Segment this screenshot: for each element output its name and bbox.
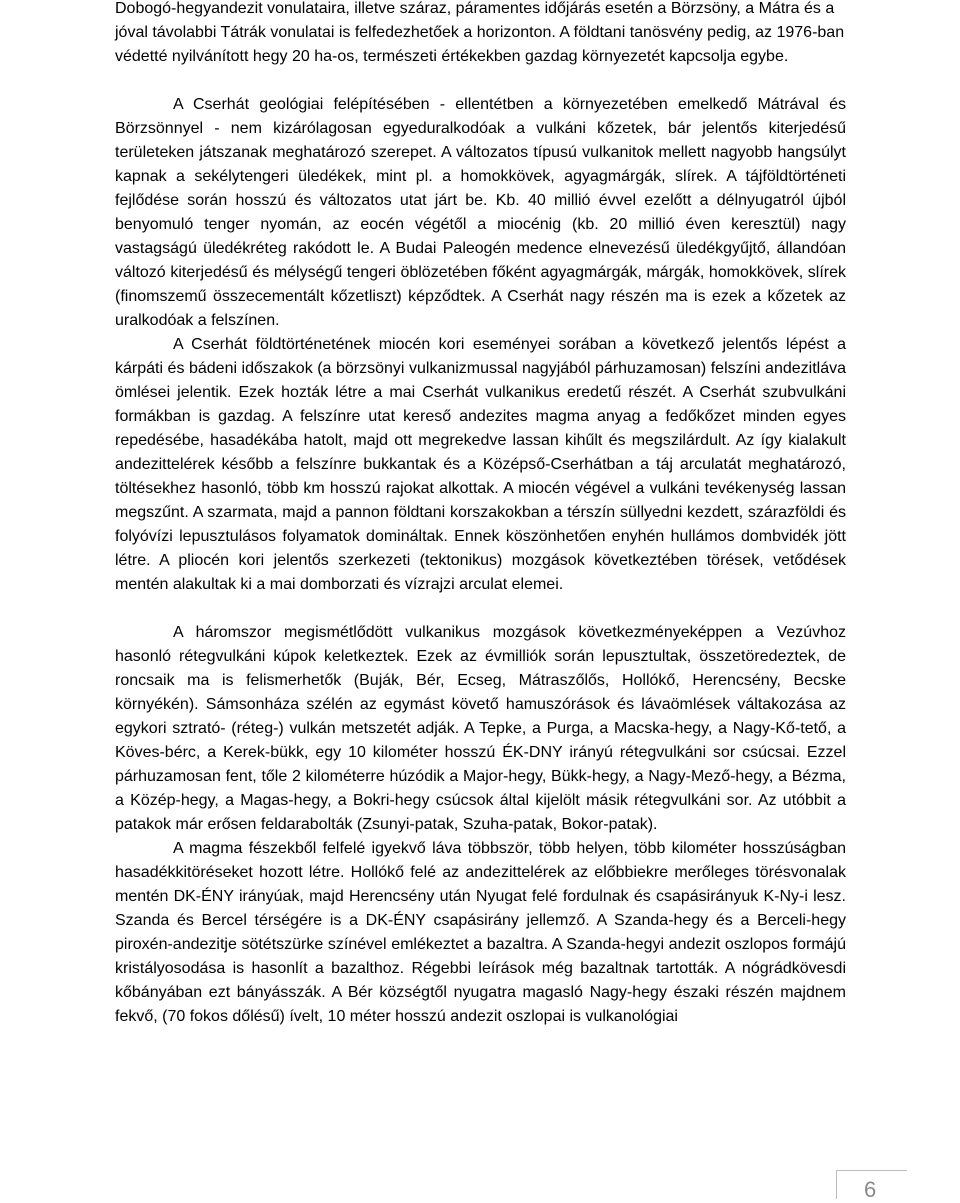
paragraph-geology: A Cserhát geológiai felépítésében - ellentétben a környezetében emelkedő Mátrával és Börzsönnyel - nem kizárólagosan egyeduralkodóak a vulkáni kőzetek, bár jelentős kiterjedésű területeken játszanak meghatározó szerepet. A változatos típusú vulkanitok mellett nagyobb hangsúlyt kapnak a sekélytengeri üledékek, mint pl. a homokkövek, agyagmárgák, slírek. A tájföldtörténeti fejlődése során hosszú és változatos utat járt be. Kb. 40 millió évvel ezelőtt a délnyugatról újból benyomuló tenger nyomán, az eocén végétől a miocénig (kb. 20 millió éven keresztül) nagy vastagságú üledékréteg rakódott le. A Budai Paleogén medence elnevezésű üledékgyűjtő, állandóan változó kiterjedésű és mélységű tengeri öblözetében főként agyagmárgák, márgák, homokkövek, slírek (finomszemű összecementált kőzetliszt) képződtek. A Cserhát nagy részén ma is ezek a kőzetek az uralkodóak a felszínen. (115, 96, 846, 329)
paragraph-volcanic-cones: A háromszor megismétlődött vulkanikus mozgások következményeképpen a Vezúvhoz hasonló rétegvulkáni kúpok keletkeztek. Ezek az évmilliók során lepusztultak, összetöredeztek, de roncsaik ma is felismerhetők (Buják, Bér, Ecseg, Mátraszőlős, Hollókő, Herencsény, Becske környékén). Sámsonháza szélén az egymást követő hamuszórások és lávaömlések váltakozása az egykori sztrató- (réteg-) vulkán metszetét adják. A Tepke, a Purga, a Macska-hegy, a Nagy-Kő-tető, a Köves-bérc, a Kerek-bükk, egy 10 kilométer hosszú ÉK-DNY irányú rétegvulkáni sor csúcsai. Ezzel párhuzamosan fent, tőle 2 kilométerre húzódik a Major-hegy, Bükk-hegy, a Nagy-Mező-hegy, a Bézma, a Közép-hegy, a Magas-hegy, a Bokri-hegy csúcsok által kijelölt másik rétegvulkáni sor. Az utóbbit a patakok már erősen feldarabolták (Zsunyi-patak, Szuha-patak, Bokor-patak). (115, 624, 846, 833)
document-body (115, 0, 846, 1029)
page-number-box (836, 1170, 907, 1202)
paragraph-intro: Dobogó-hegyandezit vonulataira, illetve száraz, páramentes időjárás esetén a Börzsöny, a Mátra és a jóval távolabbi Tátrák vonulatai is felfedezhetőek a horizonton. A földtani tanösvény pedig, az 1976-ban védetté nyilvánított hegy 20 ha-os, természeti értékekben gazdag környezetét kapcsolja egybe. (115, 0, 845, 65)
paragraph-miocene: A Cserhát földtörténetének miocén kori eseményei sorában a következő jelentős lépést a kárpáti és bádeni időszakok (a börzsönyi vulkanizmussal nagyjából párhuzamosan) felszíni andezitláva ömlései jelentik. Ezek hozták létre a mai Cserhát vulkanikus eredetű részét. A Cserhát szubvulkáni formákban is gazdag. A felszínre utat kereső andezites magma anyag a fedőkőzet minden egyes repedésébe, hasadékába hatolt, majd ott megrekedve lassan kihűlt és megszilárdult. Az így kialakult andezittelérek később a felszínre bukkantak és a Középső-Cserhátban a táj arculatát meghatározó, töltésekhez hasonló, több km hosszú rajokat alkottak. A miocén végével a vulkáni tevékenység lassan megszűnt. A szarmata, majd a pannon földtani korszakokban a térszín süllyedni kezdett, szárazföldi és folyóvízi lepusztulásos folyamatok domináltak. Ennek köszönhetően enyhén hullámos dombvidék jött létre. A pliocén kori jelentős szerkezeti (tektonikus) mozgások következtében törések, vetődések mentén alakultak ki a mai domborzati és vízrajzi arculat elemei. (115, 336, 846, 593)
page-number: 6 (864, 1177, 877, 1202)
paragraph-magma: A magma fészekből felfelé igyekvő láva többször, több helyen, több kilométer hosszúságban hasadékkitöréseket hozott létre. Hollókő felé az andezittelérek az előbbiekre merőleges törésvonalak mentén DK-ÉNY irányúak, majd Herencsény után Nyugat felé fordulnak és csapásirányuk K-Ny-i lesz. Szanda és Bercel térségére is a DK-ÉNY csapásirány jellemző. A Szanda-hegy és a Berceli-hegy piroxén-andezitje sötétszürke színével emlékeztet a bazaltra. A Szanda-hegyi andezit oszlopos formájú kristályosodása is hasonlít a bazalthoz. Régebbi leírások még bazaltnak tartották. A nógrádkövesdi kőbányában ezt bányásszák. A Bér községtől nyugatra magasló Nagy-hegy északi részén majdnem fekvő, (70 fokos dőlésű) ívelt, 10 méter hosszú andezit oszlopai is vulkanológiai (115, 840, 846, 1025)
